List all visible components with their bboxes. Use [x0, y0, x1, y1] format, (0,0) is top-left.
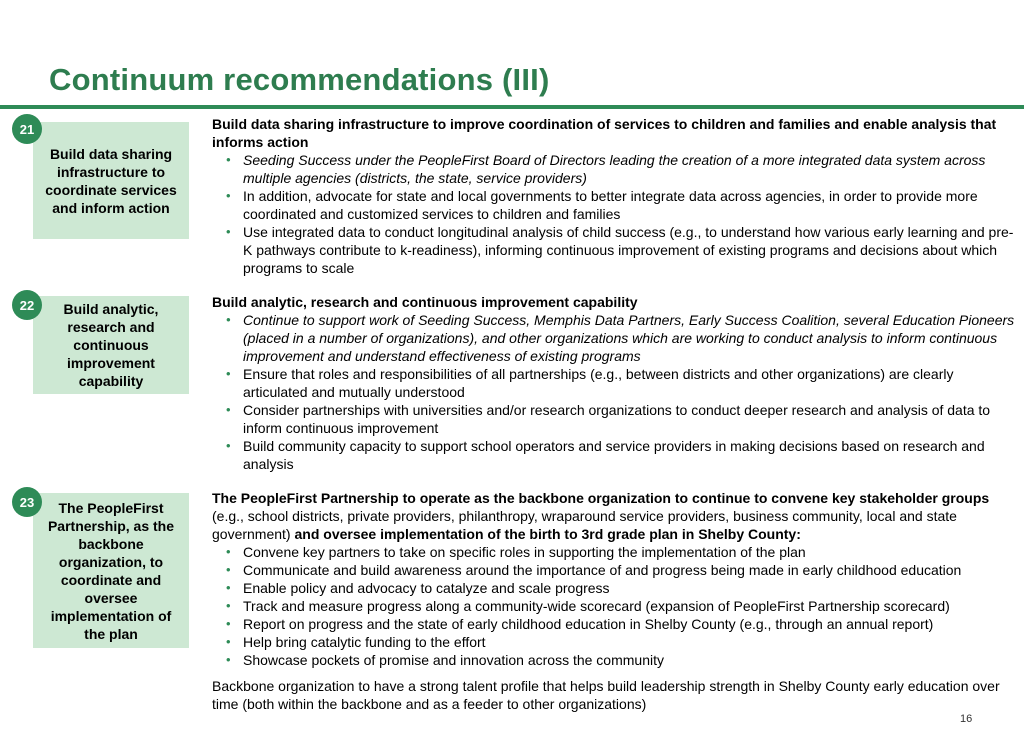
recommendation-section-21 — [212, 115, 1018, 277]
bullet-list — [212, 311, 1018, 473]
recommendation-section-23 — [212, 489, 1018, 669]
list-item: • Seeding Success under the PeopleFirst Board of Directors leading the creation of a more integrated data system across multiple agencies (districts, the state, service providers) — [212, 151, 1018, 187]
recommendation-number-23: 23 — [12, 487, 42, 517]
list-item: • Enable policy and advocacy to catalyze and scale progress — [212, 579, 1018, 597]
section-heading — [212, 489, 1018, 543]
list-item: • Continue to support work of Seeding Success, Memphis Data Partners, Early Success Coalition, several Education Pioneers (placed in a number of organizations), and other organizations which are working to conduct analysis to inform continuous improvement and understand effectiveness of existing programs — [212, 311, 1018, 365]
list-item: • Convene key partners to take on specific roles in supporting the implementation of the plan — [212, 543, 1018, 561]
page-title: Continuum recommendations (III) — [49, 62, 550, 97]
recommendation-number-21: 21 — [12, 114, 42, 144]
title-divider — [0, 105, 1024, 109]
list-item: • Communicate and build awareness around the importance of and progress being made in early childhood education — [212, 561, 1018, 579]
list-item: • Help bring catalytic funding to the effort — [212, 633, 1018, 651]
recommendation-box-21: Build data sharing infrastructure to coordinate services and inform action — [33, 122, 189, 239]
section-heading: Build data sharing infrastructure to improve coordination of services to children and families and enable analysis that informs action — [212, 116, 997, 150]
recommendation-section-22 — [212, 293, 1018, 473]
heading-part-1: The PeopleFirst Partnership to operate as the backbone organization to continue to convene key stakeholder groups — [212, 490, 990, 506]
page-number: 16 — [960, 713, 973, 725]
list-item: • In addition, advocate for state and local governments to better integrate data across agencies, in order to provide more coordinated and customized services to children and families — [212, 187, 1018, 223]
list-item: • Use integrated data to conduct longitudinal analysis of child success (e.g., to understand how various early learning and pre-K pathways contribute to k-readiness), informing continuous improvement of existing programs and decisions about which programs to scale — [212, 223, 1018, 277]
list-item: • Showcase pockets of promise and innovation across the community — [212, 651, 1018, 669]
recommendation-number-22: 22 — [12, 290, 42, 320]
list-item: • Track and measure progress along a community-wide scorecard (expansion of PeopleFirst Partnership scorecard) — [212, 597, 1018, 615]
list-item: • Ensure that roles and responsibilities of all partnerships (e.g., between districts and other organizations) are clearly articulated and mutually understood — [212, 365, 1018, 401]
bullet-list — [212, 543, 1018, 669]
heading-part-3: and oversee implementation of the birth to 3rd grade plan in Shelby County: — [294, 526, 801, 542]
backbone-note: Backbone organization to have a strong talent profile that helps build leadership strength in Shelby County early education over time (both within the backbone and as a feeder to other organizations) — [212, 678, 1000, 712]
list-item: • Report on progress and the state of early childhood education in Shelby County (e.g., through an annual report) — [212, 615, 1018, 633]
heading-part-2: (e.g., school districts, private providers, philanthropy, wraparound service providers, business community, local and state government) — [212, 508, 957, 542]
recommendation-box-22: Build analytic, research and continuous improvement capability — [33, 296, 189, 394]
list-item: • Consider partnerships with universities and/or research organizations to conduct deeper research and analysis of data to inform continuous improvement — [212, 401, 1018, 437]
section-heading: Build analytic, research and continuous improvement capability — [212, 294, 638, 310]
bullet-list — [212, 151, 1018, 277]
list-item: • Build community capacity to support school operators and service providers in making decisions based on research and analysis — [212, 437, 1018, 473]
recommendation-box-23: The PeopleFirst Partnership, as the backbone organization, to coordinate and oversee implementation of the plan — [33, 493, 189, 648]
